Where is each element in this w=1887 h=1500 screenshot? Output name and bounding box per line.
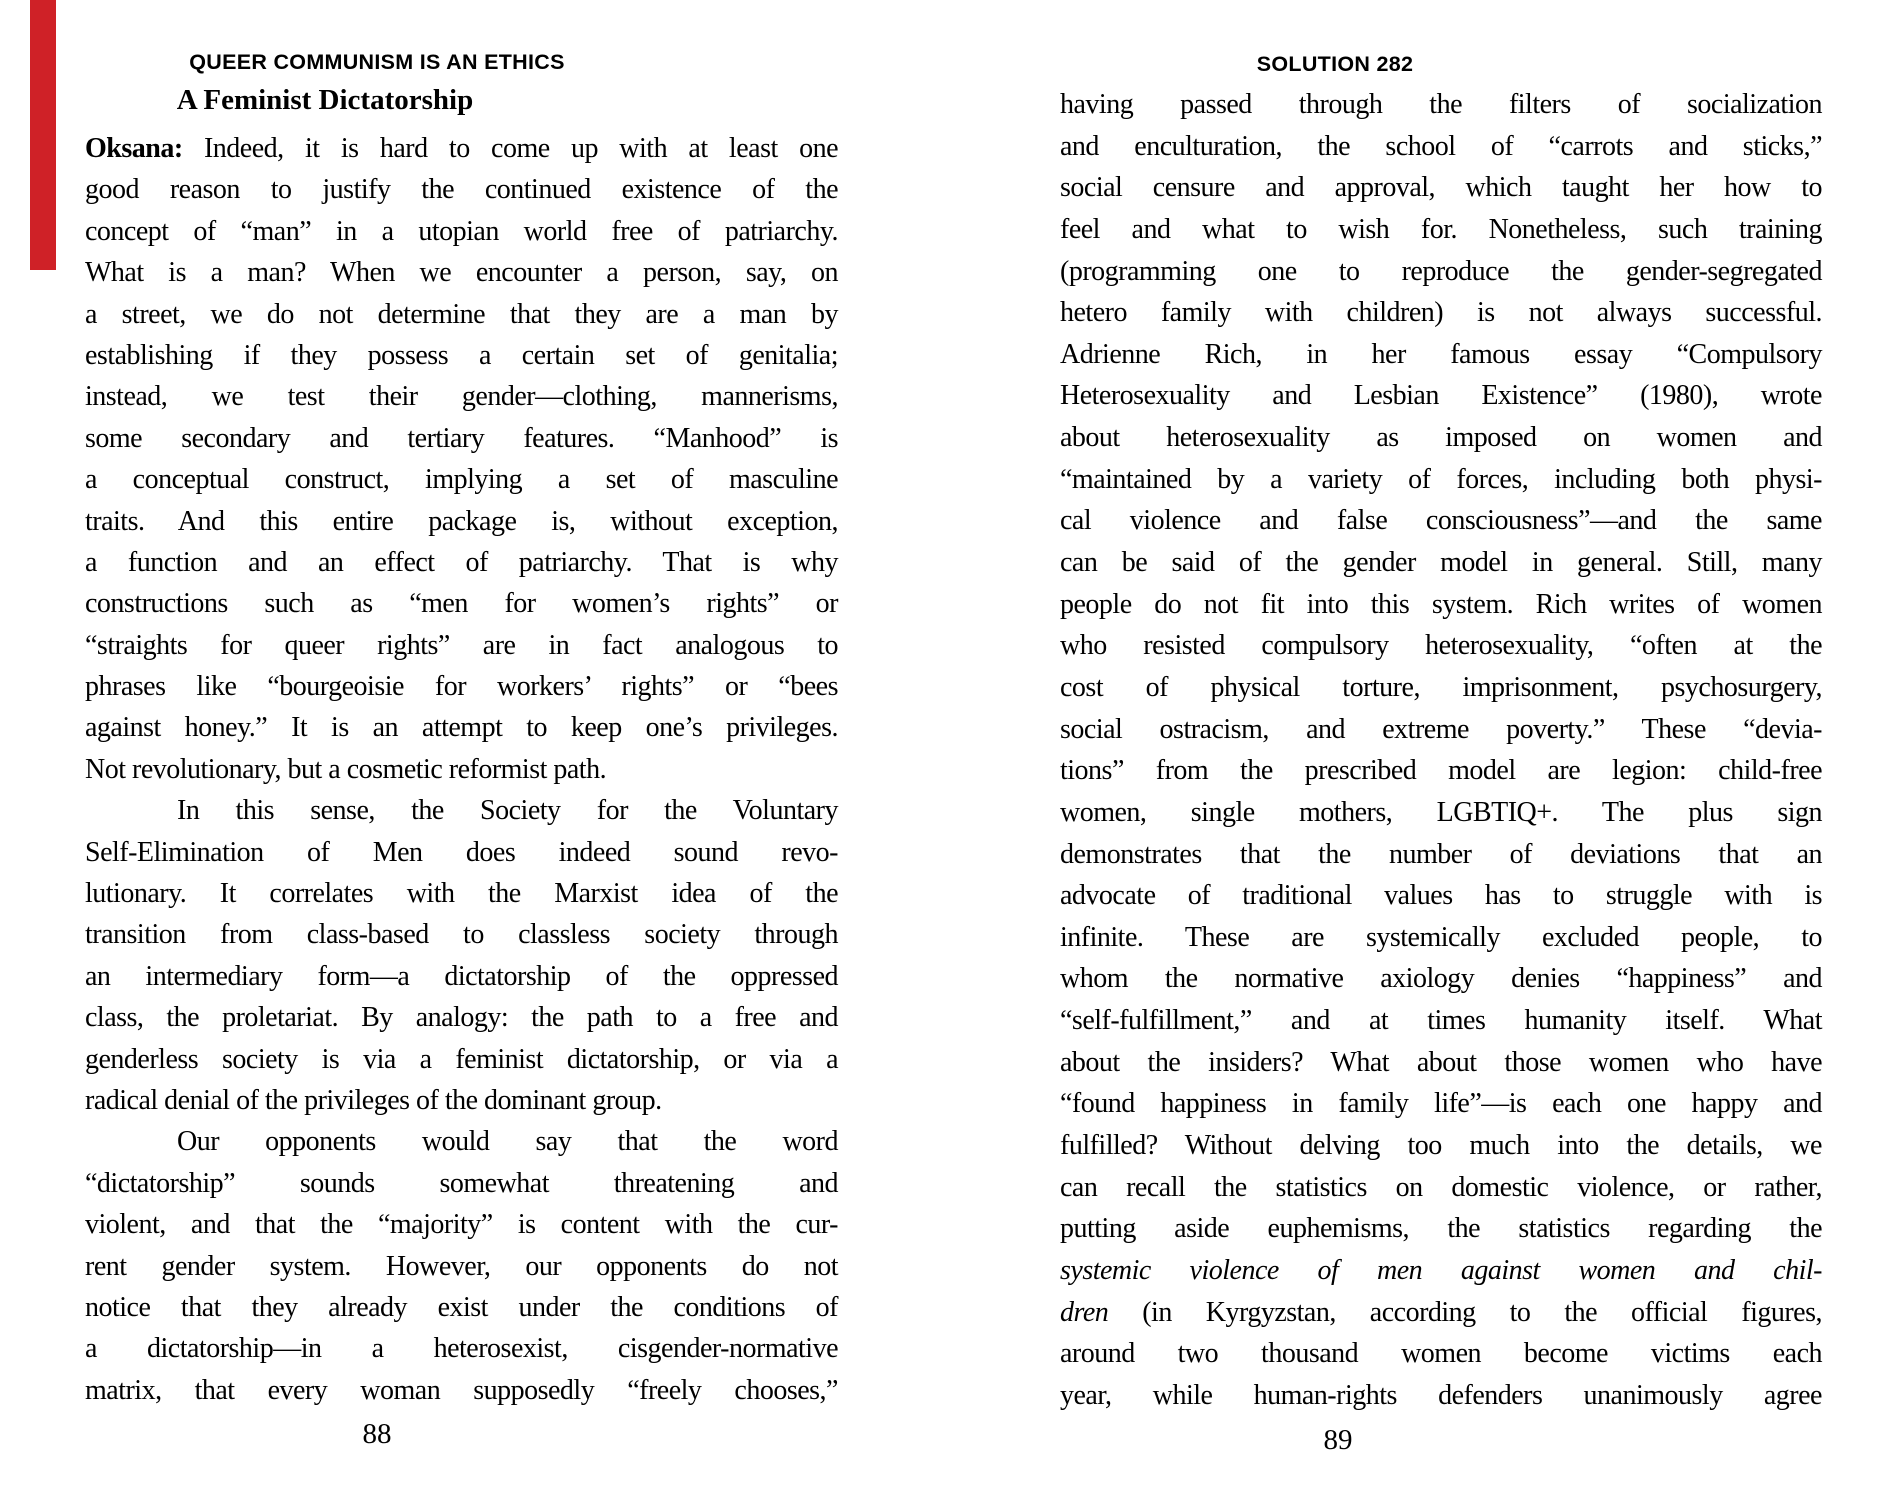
text-line: about the insiders? What about those women who have [1060, 1046, 1822, 1078]
text-line: constructions such as “men for women’s rights” or [85, 588, 838, 620]
text-line: whom the normative axiology denies “happiness” and [1060, 963, 1822, 995]
text-line: class, the proletariat. By analogy: the path to a free and [85, 1002, 838, 1034]
text-line: some secondary and tertiary features. “Manhood” is [85, 422, 838, 454]
text-line: people do not fit into this system. Rich writes of women [1060, 588, 1822, 620]
text-line: advocate of traditional values has to struggle with is [1060, 880, 1822, 912]
text-line: cost of physical torture, imprisonment, psychosurgery, [1060, 671, 1822, 703]
text-line: a conceptual construct, implying a set of masculine [85, 464, 838, 496]
folio-right: 89 [1323, 1424, 1353, 1456]
text-line: phrases like “bourgeoisie for workers’ rights” or “bees [85, 671, 838, 703]
text-line: establishing if they possess a certain set of genitalia; [85, 339, 838, 371]
text-line: In this sense, the Society for the Voluntary [177, 795, 838, 827]
section-title: A Feminist Dictatorship [176, 84, 474, 116]
text-line: lutionary. It correlates with the Marxist idea of the [85, 878, 838, 910]
text-line: “dictatorship” sounds somewhat threatening and [85, 1167, 838, 1199]
text-line: against honey.” It is an attempt to keep one’s privileges. [85, 712, 838, 744]
bookmark-ribbon [30, 0, 56, 270]
text-line: Our opponents would say that the word [177, 1126, 838, 1158]
text-line: concept of “man” in a utopian world free of patriarchy. [85, 215, 838, 247]
text-line: Heterosexuality and Lesbian Existence” (1980), wrote [1060, 380, 1822, 412]
text-line: “self-fulfillment,” and at times humanity itself. What [1060, 1005, 1822, 1037]
text-line: feel and what to wish for. Nonetheless, such training [1060, 213, 1822, 245]
text-line: “found happiness in family life”—is each one happy and [1060, 1088, 1822, 1120]
text-line: Not revolutionary, but a cosmetic reformist path. [85, 753, 607, 785]
text-line: instead, we test their gender—clothing, mannerisms, [85, 381, 838, 413]
text-line: infinite. These are systemically excluded people, to [1060, 921, 1822, 953]
text-line: notice that they already exist under the conditions of [85, 1291, 838, 1323]
text-line: can recall the statistics on domestic violence, or rather, [1060, 1171, 1822, 1203]
text-line: women, single mothers, LGBTIQ+. The plus sign [1060, 796, 1822, 828]
right-page [1060, 0, 1822, 1500]
left-page [85, 0, 838, 1500]
folio-left: 88 [362, 1418, 392, 1450]
running-header-right: SOLUTION 282 [1256, 52, 1414, 76]
text-line: having passed through the filters of socialization [1060, 89, 1822, 120]
text-line: “straights for queer rights” are in fact analogous to [85, 629, 838, 661]
text-line: matrix, that every woman supposedly “freely chooses,” [85, 1374, 838, 1406]
text-line: around two thousand women become victims each [1060, 1338, 1822, 1370]
text-line: “maintained by a variety of forces, including both physi- [1060, 463, 1822, 495]
text-line: radical denial of the privileges of the dominant group. [85, 1084, 662, 1116]
text-line: can be said of the gender model in general. Still, many [1060, 547, 1822, 579]
text-line: genderless society is via a feminist dictatorship, or via a [85, 1043, 838, 1075]
text-line: fulfilled? Without delving too much into the details, we [1060, 1130, 1822, 1162]
text-line: traits. And this entire package is, without exception, [85, 505, 838, 537]
text-line: cal violence and false consciousness”—and the same [1060, 505, 1822, 537]
running-header-left: QUEER COMMUNISM IS AN ETHICS [189, 50, 565, 74]
text-line: year, while human-rights defenders unanimously agree [1060, 1379, 1822, 1411]
text-line: about heterosexuality as imposed on women and [1060, 422, 1822, 454]
body-text-right [1060, 84, 1822, 1417]
text-line: violent, and that the “majority” is content with the cur- [85, 1209, 838, 1241]
text-line: dren (in Kyrgyzstan, according to the official figures, [1060, 1296, 1822, 1328]
text-line: putting aside euphemisms, the statistics regarding the [1060, 1213, 1822, 1245]
text-line: transition from class-based to classless society through [85, 919, 838, 951]
body-text-left [85, 128, 838, 1411]
text-line: Self-Elimination of Men does indeed sound revo- [85, 836, 838, 868]
text-line: social ostracism, and extreme poverty.” These “devia- [1060, 713, 1822, 745]
text-line: social censure and approval, which taught her how to [1060, 172, 1822, 204]
text-line: an intermediary form—a dictatorship of the oppressed [85, 960, 838, 992]
text-line: a street, we do not determine that they are a man by [85, 298, 838, 330]
text-line: rent gender system. However, our opponents do not [85, 1250, 838, 1282]
text-line: tions” from the prescribed model are legion: child-free [1060, 755, 1822, 787]
text-line: systemic violence of men against women and chil- [1060, 1254, 1822, 1286]
text-line: and enculturation, the school of “carrots and sticks,” [1060, 130, 1822, 162]
text-line: demonstrates that the number of deviations that an [1060, 838, 1822, 870]
text-line: good reason to justify the continued existence of the [85, 174, 838, 206]
text-line: What is a man? When we encounter a person, say, on [85, 257, 838, 289]
text-line: a function and an effect of patriarchy. That is why [85, 546, 838, 578]
text-line: a dictatorship—in a heterosexist, cisgender-normative [85, 1333, 838, 1365]
text-line: Oksana: Indeed, it is hard to come up with at least one [85, 133, 838, 164]
text-line: who resisted compulsory heterosexuality, “often at the [1060, 630, 1822, 662]
text-line: Adrienne Rich, in her famous essay “Compulsory [1060, 338, 1822, 370]
text-line: hetero family with children) is not always successful. [1060, 297, 1822, 329]
text-line: (programming one to reproduce the gender-segregated [1060, 255, 1822, 287]
